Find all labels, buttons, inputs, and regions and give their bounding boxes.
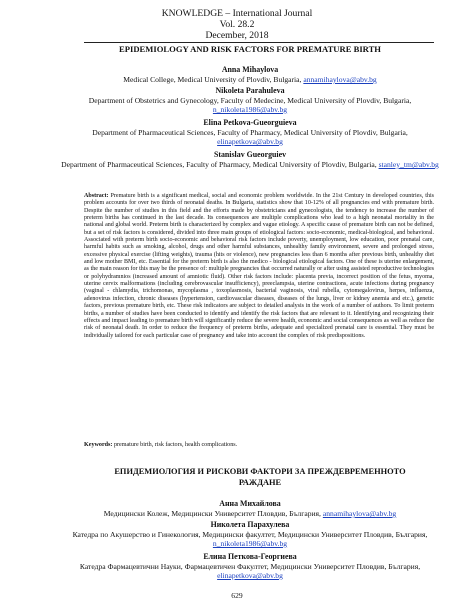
keywords [84,442,434,449]
affiliation-text: Катедра Фармацевтични Науки, Фармацевтичен Факултет, Медицински Университет Пловдив, България, [79,562,421,571]
author-email-link[interactable]: annamihaylova@abv.bg [303,75,377,84]
paper-title-en: EPIDEMIOLOGY AND RISK FACTORS FOR PREMATURE BIRTH [119,44,381,54]
affiliation-text: Department of Pharmaceutical Sciences, Faculty of Pharmacy, Medical University of Plovdiv, Bulgaria, [92,128,408,137]
affiliation-text: Medical College, Medical University of Plovdiv, Bulgaria, [123,75,304,84]
author-affiliation-bg [60,509,440,518]
journal-date: December, 2018 [205,30,269,41]
author-affiliation [60,96,440,114]
affiliation-text: Медицински Колеж, Медицински Университет Пловдив, България, [103,509,323,518]
page-number: 629 [231,591,243,600]
abstract-label: Abstract: [84,193,109,199]
author-email-link[interactable]: n_nikoleta1986@abv.bg [212,539,288,548]
journal-name: KNOWLEDGE – International Journal [161,8,313,19]
author-name-bg: Елина Петкова-Георгиева [203,552,297,561]
affiliation-text: Department of Pharmaceutical Sciences, Faculty of Pharmacy, Medical University of Plovdiv, Bulgaria, [61,160,379,169]
author-affiliation [60,128,440,146]
paper-title-bg-line2: РАЖДАНЕ [238,478,282,487]
author-affiliation-bg [60,530,440,548]
author-name-bg: Анна Михайлова [219,499,281,508]
author-email-link[interactable]: elinapetkova@abv.bg [217,137,283,146]
author-email-link[interactable]: elinapetkova@abv.bg [217,571,283,580]
author-name: Anna Mihaylova [221,65,279,74]
abstract [84,193,434,340]
journal-volume: Vol. 28.2 [219,19,255,30]
affiliation-text: Катедра по Акушерство и Гинекология, Медицински факултет, Медицински Университет Пловдив, България, [72,530,428,539]
author-name-bg: Николета Парахулева [210,520,290,529]
keywords-text: premature birth, risk factors, health complications. [112,442,238,448]
author-name: Elina Petkova-Gueorguieva [203,118,297,127]
author-affiliation [60,160,440,169]
author-name: Nikoleta Parahuleva [215,86,285,95]
author-email-link[interactable]: annamihaylova@abv.bg [322,509,397,518]
keywords-label: Keywords: [84,442,113,448]
author-affiliation [60,75,440,84]
author-name: Stanislav Gueorguiev [213,150,287,159]
author-email-link[interactable]: n_nikoleta1986@abv.bg [212,105,288,114]
abstract-text: Premature birth is a significant medical, social and economic problem worldwide. In the 21st Century in developed countries, this problem accounts for over two thirds of neonatal deaths. In Bulgaria, statistics show that 10-12% of all pregnancies end with premature birth. Despite the number of studies in this field and the efforts made by obstetricians and gynecologists, the tendency to increase the number of preterm births has continued in the last decade. Its consequences are multiple complications who lead to a high neonatal mortality in the national and global world. Preterm birth is characterized by complex and vague etiology. A specific cause of premature birth can not be defined, but a set of risk factors is considered, divided into three main groups of etiological factors: socio-economic, medical-biological, and behavioral. Associated with preterm birth socio-economic and behavioral risk factors include poverty, unemployment, low education, poor prenatal care, harmful habits such as smoking, alcohol, drugs and other harmful substances, unhealthy family environment, severe and prolonged stress, excessive physical exercise (lifting weights), trauma (hits or violence), new pregnancies less than 6 months after previous birth, unhealthy diet and low mother BMI, etc. Essential for the preterm birth is also the medico - biological etiological factors. One of these is uterine enlargement, as the main reason for this may be the presence of: multiple pregnancies that occurred naturally or after using assisted reproductive technologies or polyhydramnios (increased amount of amniotic fluid). Other risk factors include: placenta previa, incorrect position of the fetus, myoma, uterine cervix malformations (including cerebrovascular insufficiency), preeclampsia, uterine contractions, acute infections during pregnancy (vaginal - chlamydia, trichomonas, mycoplasma , toxoplasmosis, bacterial vaginosis, viral rubella, cytomegalovirus, herpes, influenza, adenovirus infection, chronic diseases (hypertension, cardiovascular diseases, diseases of the lungs, liver or kidney anemia and etc.), genetic factors, previous premature birth, etc. These risk indicators are subject to detailed analysis in the work of a number of authors. To limit preterm births, a number of studies have been conducted to identify and identify the risk factors that are relevant to it. Identifying and recognizing their effects and impact leading to premature birth will significantly reduce the severe health, economic and social consequences as well as reduce the risk of neonatal death. In order to reduce the frequency of preterm births, adequate and specialized prenatal care is essential. They must be individually tailored for each particular case of pregnancy and take into account the complex of risk predispositions. [84,193,434,339]
author-affiliation-bg [60,562,440,580]
paper-title-bg-line1: ЕПИДЕМИОЛОГИЯ И РИСКОВИ ФАКТОРИ ЗА ПРЕЖДЕВРЕМЕННОТО [114,467,406,476]
author-email-link[interactable]: stanley_tm@abv.bg [378,160,439,169]
header-divider [84,42,434,43]
affiliation-text: Department of Obstetrics and Gynecology, Faculty of Medecine, Medical University of Plovdiv, Bulgaria, [88,96,412,105]
